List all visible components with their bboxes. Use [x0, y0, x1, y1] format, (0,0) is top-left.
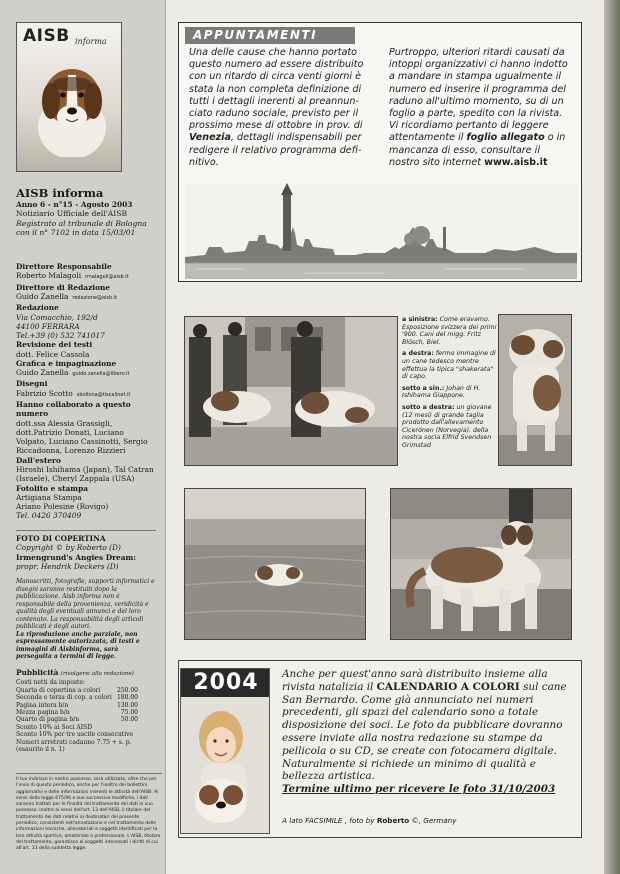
young-dog-norway-photo — [390, 488, 572, 640]
cover-logo: AISB — [23, 26, 70, 46]
price-item: Quarta di copertina a colori — [16, 686, 101, 694]
revisione-name: dott. Felice Cassola — [16, 349, 90, 359]
direttore-resp-name: Roberto Malagoli — [16, 271, 82, 281]
facsimile-foto: , foto by — [344, 816, 377, 825]
caption-sotto-sin-text: Johan di H. Ishihama Giappone. — [402, 384, 481, 400]
left-rest-1: , dettagli indispensabili per — [230, 132, 362, 144]
masthead-issue: Anno 6 - n°15 - Agosto 2003 — [16, 200, 133, 209]
masthead-registrato-1: Registrato al tribunale di Bologna — [16, 218, 147, 228]
collab-line-4: Riccadonna, Lorenzo Rizzieri — [16, 446, 126, 456]
price-value: 250.00 — [117, 686, 138, 694]
appuntamenti-left-line: prossimo mese di ottobre in prov. di — [189, 120, 363, 132]
appuntamenti-right-line: raduno all'ultimo momento, su di un — [389, 95, 564, 107]
facsimile-post: ©, Germany — [409, 816, 457, 825]
right-att: attentamente il — [389, 132, 467, 144]
estero-line-1: Hiroshi Ishihama (Japan), Tal Catran — [16, 465, 154, 475]
redazione-label: Redazione — [16, 303, 59, 313]
calendar-2004-facsimile — [180, 668, 270, 834]
historic-show-photo — [184, 316, 398, 466]
calendario-p1-rest: sul cane San Bernardo. Come già annunciato nei numeri precedenti, gli spazi del calendario sono a totale disposizione dei soci. Le foto da pubblicare dovranno essere inviate alla nostra redazione su stampe da pellicola o su CD, se create con fotocamera digitale. Naturalmente si richiede un minimo di qualità e bellezza artistica. — [282, 680, 567, 783]
appuntamenti-right-line: numero ed inserire il programma del — [389, 83, 566, 95]
disclaimer — [16, 578, 156, 661]
copertina-owner: propr. Hendrik Deckers (D) — [16, 562, 119, 572]
cover-thumbnail — [16, 22, 122, 172]
caption-sinistra-label: a sinistra: — [402, 316, 438, 323]
redazione-tel: Tel.+39 (0) 532 741017 — [16, 331, 105, 341]
masthead-title: AISB informa — [16, 186, 104, 200]
calendario-deadline: Termine ultimo per ricevere le foto 31/10/2003 — [282, 783, 556, 796]
appuntamenti-left-column — [189, 47, 385, 169]
price-row — [16, 702, 156, 709]
photo-captions — [402, 316, 498, 454]
appuntamenti-right-line: intoppi organizzativi ci hanno indotto — [389, 59, 568, 71]
direttore-red-email[interactable]: redazione@aisb.it — [72, 295, 118, 302]
copertina-copyright: Copyright © by Roberto (D) — [16, 543, 121, 553]
fotolito-tel: Tel. 0426 370409 — [16, 511, 82, 521]
disegni-name: Fabrizio Scotto — [16, 388, 73, 398]
price-item: Mezza pagina b/n — [16, 708, 70, 716]
price-list — [16, 687, 156, 724]
price-value: 75.00 — [120, 708, 138, 716]
appuntamenti-banner: APPUNTAMENTI — [185, 27, 355, 44]
fotolito-line-2: Ariano Polesine (Rovigo) — [16, 502, 109, 512]
fotolito-label: Fotolito e stampa — [16, 483, 89, 493]
disclaimer-reproduction: La riproduzione anche parziale, non espressamente autorizzata, di testi e immagini di Aisbinforma, sarà perseguita a termini di legge. — [16, 630, 140, 660]
caption-sotto-des-label: sotto a destra: — [402, 403, 455, 411]
masthead-registrato-2: con il n° 7102 in data 15/03/01 — [16, 228, 136, 238]
venezia: Venezia — [189, 132, 231, 144]
price-item: Seconda e terza di cop. a colori — [16, 694, 112, 702]
facsimile-name: Roberto — [376, 816, 410, 825]
estero-line-2: (Israele), Cheryl Zappala (USA) — [16, 474, 135, 484]
disegni-email[interactable]: sbollona@tiscalinet.it — [76, 391, 131, 398]
disclaimer-text: Manoscritti, fotografie, supporti informatici e disegni saranno restituiti dopo la pubblicazione. Aisb informa non è responsabile della provenienza, veridicità e qualità degli eventuali annunci e del loro contenuto. La responsabilità degli articoli pubblicati è degli autori. — [16, 578, 155, 630]
pubblicita — [16, 668, 156, 754]
caption-sotto-des-text: un giovane (12 mesi) di grande taglia prodotto dall'allevamento Cicerönen (Norvegia), della nostra socia Elfrid Svendsen Grimstad — [402, 403, 492, 449]
saint-bernard-cover-image — [35, 57, 109, 157]
facsimile-credit — [282, 816, 456, 825]
caption-destra-label: a destra: — [402, 350, 434, 358]
venice-skyline-image — [185, 183, 577, 279]
caption-sinistra-text: Come eravamo. Esposizione svizzera dei primi '900. Cani del migg. Fritz Blösch, Biel. — [402, 316, 497, 346]
calendario-a-colori: CALENDARIO A COLORI — [376, 680, 520, 693]
caption-destra-text: fermo immagine di un cane tedesco mentre effettua la tipica "shakerata" di capo. — [402, 350, 496, 381]
appuntamenti-right-column — [389, 47, 585, 169]
price-row — [16, 709, 156, 716]
grafica-name: Guido Zanella — [16, 368, 69, 378]
pubblicita-note: (rivolgersi alla redazione) — [60, 671, 134, 677]
appuntamenti-left-line: tutti i dettagli inerenti al preannun- — [189, 95, 359, 107]
facsimile-pre: A lato FACSIMILE — [282, 816, 345, 825]
price-value: 50.00 — [120, 716, 138, 724]
staff-credits — [16, 262, 156, 521]
appuntamenti-right-line: Vi ricordiamo pertanto di leggere — [389, 120, 549, 132]
appuntamenti-right-line: Purtroppo, ulteriori ritardi causati da — [389, 47, 565, 58]
copertina-label: FOTO DI COPERTINA — [16, 534, 106, 543]
copertina-dog-name: Irmengrund's Angies Dream: — [16, 552, 137, 562]
pubblicita-subhead: Costi netti da imposte: — [16, 679, 86, 687]
cover-logo-sub: informa — [75, 37, 107, 46]
collab-label: Hanno collaborato a questo numero — [16, 400, 131, 419]
grafica-email[interactable]: guido.zanella@libero.it — [72, 371, 130, 378]
masthead — [16, 186, 156, 238]
left-rest-3: nitivo. — [189, 156, 219, 168]
price-row — [16, 687, 156, 694]
price-item: Pagina intera b/n — [16, 701, 69, 709]
fotolito-line-1: Artigiana Stampa — [16, 492, 82, 502]
direttore-resp-email[interactable]: rmalagoli@aisb.it — [85, 274, 129, 281]
divider — [16, 773, 162, 774]
arretrati: Numeri arretrati cadauno 7.75 + s. p. — [16, 738, 132, 746]
arretrati-note: (esaurito il n. 1) — [16, 746, 65, 754]
redazione-addr2: 44100 FERRARA — [16, 321, 80, 331]
copertina-credits — [16, 527, 156, 571]
right-rest-3: nostro sito internet — [389, 156, 485, 168]
left-rest-2: redigere il relativo programma defi- — [189, 144, 362, 156]
price-row — [16, 716, 156, 723]
page-spine — [604, 0, 620, 874]
head-shake-photo — [498, 314, 572, 466]
price-value: 180.00 — [117, 694, 138, 702]
website-link[interactable]: www.aisb.it — [484, 156, 548, 168]
right-rest-1: o in — [544, 132, 566, 144]
caption-sotto-sin-label: sotto a sin.: — [402, 384, 445, 392]
appuntamenti-box — [178, 22, 582, 282]
calendario-text — [282, 668, 576, 796]
collab-line-3: Volpato, Luciano Cassinotti, Sergio — [16, 437, 148, 447]
privacy-text: Il tuo indirizzo in nostro possesso, sarà utilizzato, oltre che per l'invio di questo periodico, anche per l'inoltro dei bollettini aggiornativi e delle informazioni inerenti le attività dell'AISB. Ai sensi della legge 675/96 e sue successive modifiche, i dati saranno trattati per le finalità del trattamento dei dati in suo possesso. Inoltre ai sensi dell'art. 13 dell'AISB, il titolare del trattamento dei dati relativi ai destinatari del presente periodico, consistenti nell'annotazione e nel trattamento delle informazioni tecniche, allevatoriali e soggetti identificati per la loro attività sportiva, amatoriale o professionale. L'AISB, titolare del trattamento, garantisce ai soggetti interessati i diritti di cui all'art. 13 della suddetta legge. — [16, 777, 161, 852]
divider — [16, 530, 156, 531]
appuntamenti-left-line: stata la non completa definizione di — [189, 83, 362, 95]
collab-line-2: dott.Patrizio Donati, Luciano — [16, 428, 124, 438]
disegni-label: Disegni — [16, 379, 48, 389]
appuntamenti-left-line: questo numero ad essere distribuito — [189, 59, 364, 71]
foglio-allegato: foglio allegato — [466, 132, 545, 144]
direttore-red-label: Direttore di Redazione — [16, 282, 111, 292]
estero-label: Dall'estero — [16, 455, 61, 465]
appuntamenti-left-line: Una delle cause che hanno portato — [189, 47, 358, 58]
sconto-2: Sconto 10% per tre uscite consecutive — [16, 731, 134, 739]
appuntamenti-left-line: con un ritardo di circa venti giorni è — [189, 71, 361, 83]
appuntamenti-right-line: foglio a parte, spedito con la rivista. — [389, 108, 563, 120]
revisione-label: Revisione dei testi — [16, 340, 93, 350]
direttore-resp-label: Direttore Responsabile — [16, 262, 112, 271]
pubblicita-label: Pubblicità — [16, 668, 59, 677]
johan-field-photo — [184, 488, 366, 640]
price-item: Quarto di pagina b/n — [16, 716, 80, 724]
calendar-year: 2004 — [181, 669, 270, 697]
redazione-addr1: Via Comacchio, 192/d — [16, 312, 98, 322]
direttore-red-name: Guido Zanella — [16, 292, 69, 302]
grafica-label: Grafica e impaginazione — [16, 358, 117, 368]
appuntamenti-left-line: ciato raduno sociale, previsto per il — [189, 108, 359, 120]
masthead-notiziario: Notiziario Ufficiale dell'AISB — [16, 209, 128, 219]
right-rest-2: mancanza di esso, consultare il — [389, 144, 541, 156]
appuntamenti-right-line: a mandare in stampa ugualmente il — [389, 71, 562, 83]
collab-line-1: dott.ssa Alessia Grassigli, — [16, 418, 113, 428]
calendario-p1: Anche per quest'anno sarà distribuito insieme alla rivista natalizia il — [282, 668, 548, 693]
price-value: 130.00 — [117, 701, 138, 709]
sconto-1: Sconto 10% ai Soci AISD — [16, 723, 93, 731]
privacy-notice — [16, 770, 162, 853]
sidebar — [0, 0, 166, 874]
price-row — [16, 694, 156, 701]
